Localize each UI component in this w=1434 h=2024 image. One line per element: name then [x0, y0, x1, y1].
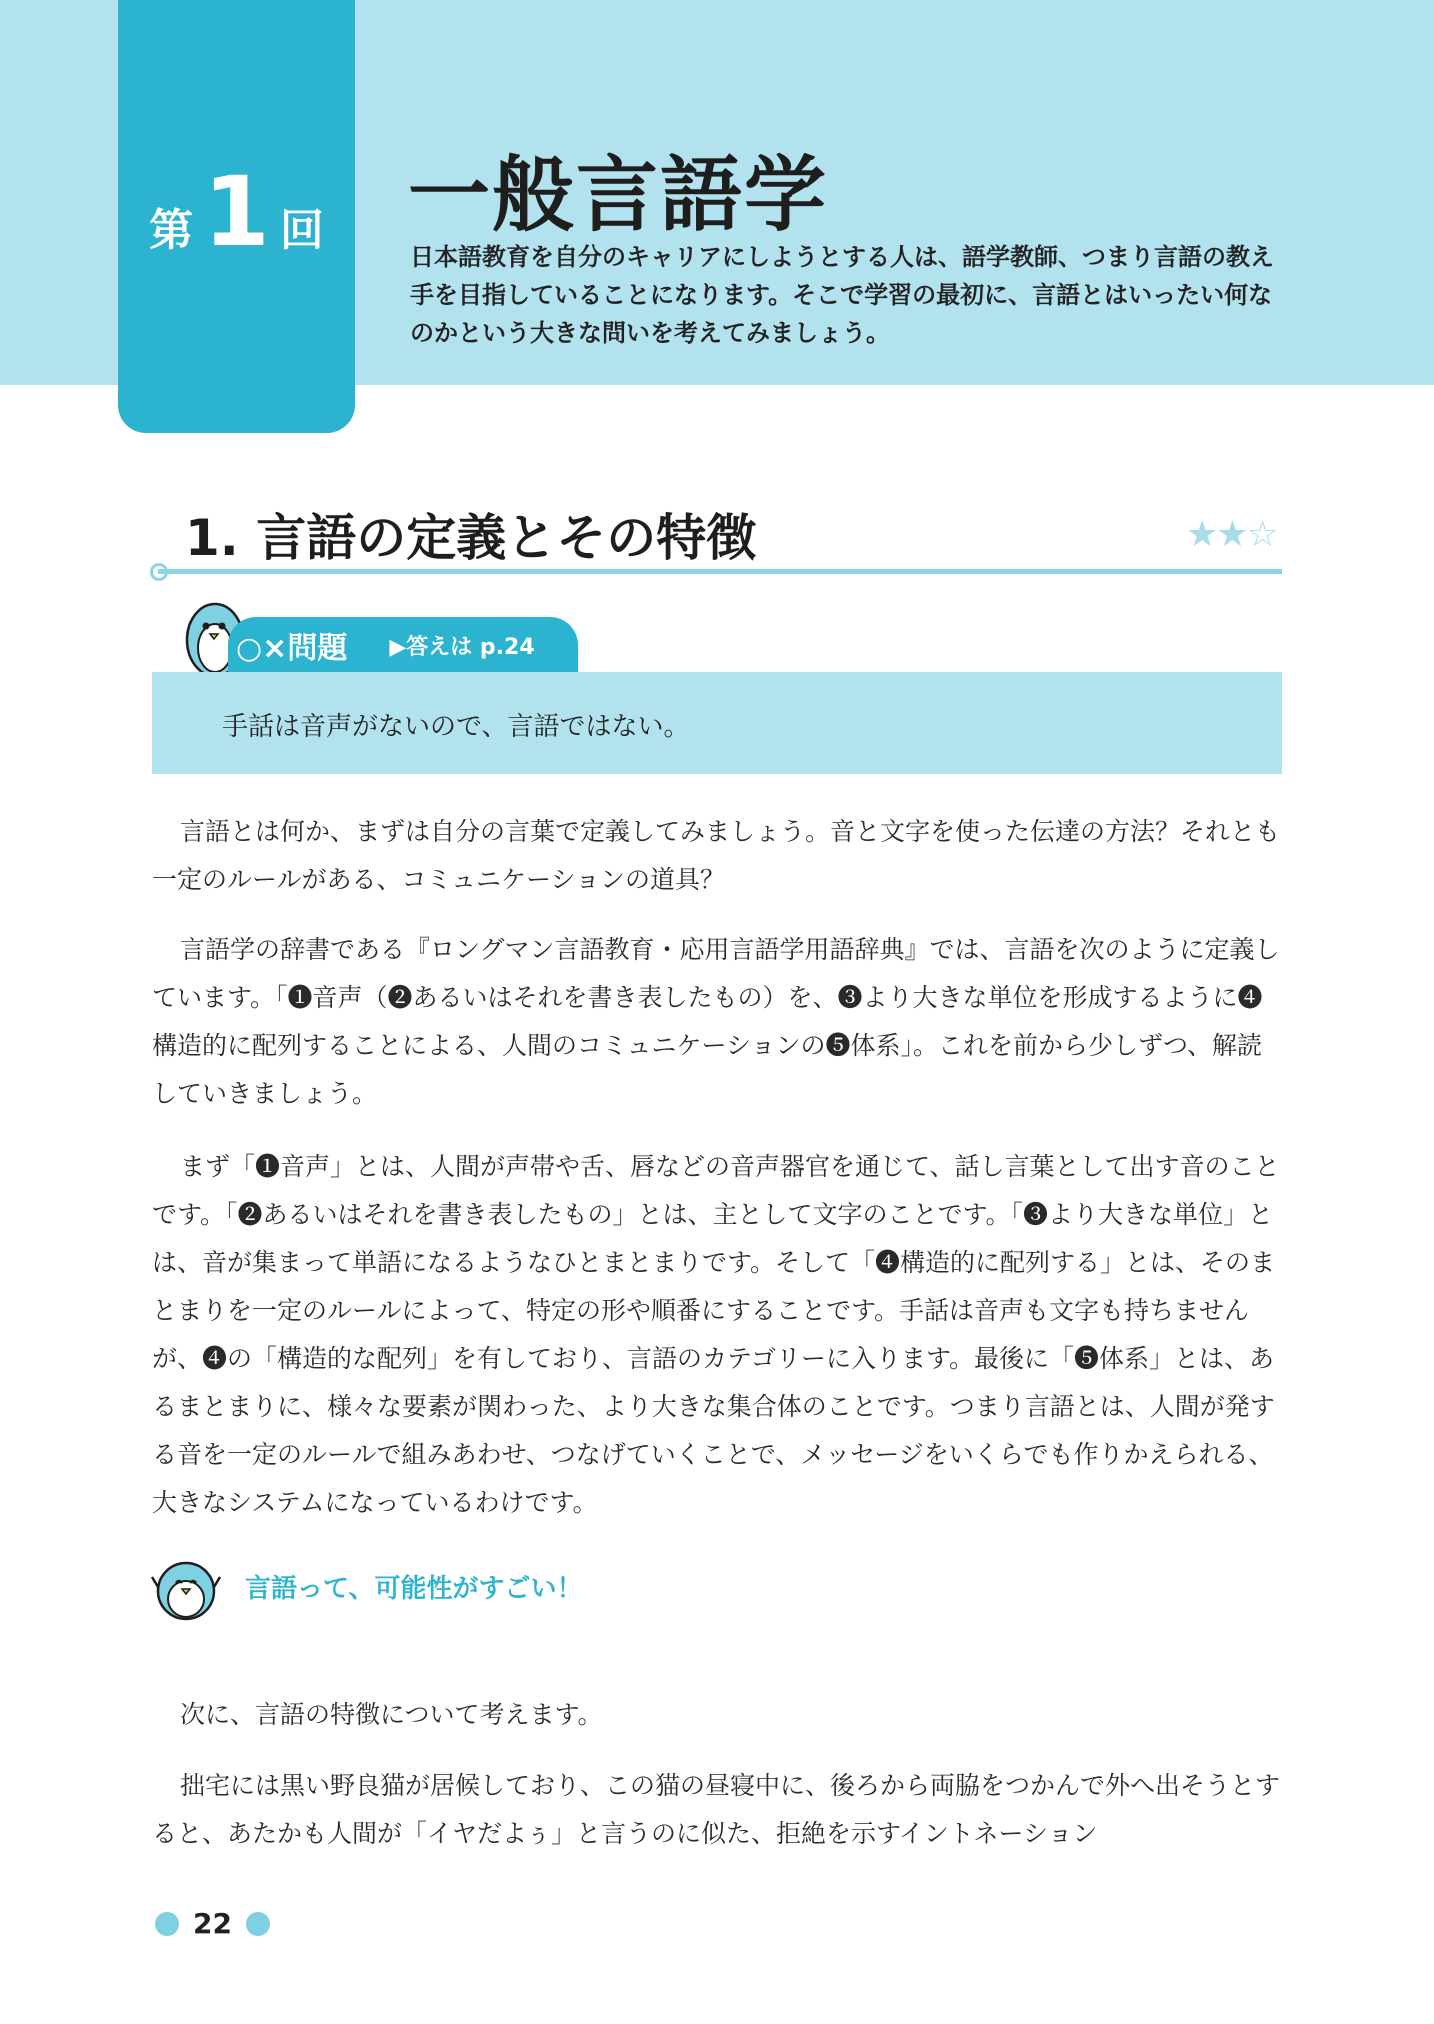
chapter-intro: 日本語教育を自分のキャリアにしようとする人は、語学教師、つまり言語の教え手を目指していることになります。そこで学習の最初に、言語とはいったい何なのかという大きな問いを考えてみましょう。	[410, 243, 1274, 347]
penguin-mascot-icon	[150, 1553, 222, 1625]
quiz-box	[152, 672, 1282, 774]
page-dot-right	[246, 1912, 270, 1936]
paragraph-1: 言語とは何か、まずは自分の言葉で定義してみましょう。音と文字を使った伝達の方法？それとも一定のルールがある、コミュニケーションの道具？	[152, 817, 1281, 894]
quiz-answer-link[interactable]: ▶答えは p.24	[389, 634, 535, 660]
difficulty-stars: ★★☆	[1186, 514, 1277, 555]
section-rule	[158, 569, 1282, 574]
quiz-tab	[228, 617, 578, 673]
section-title: 1. 言語の定義とその特徴	[185, 509, 757, 567]
chapter-tab	[118, 0, 355, 433]
paragraph-5: 拙宅には黒い野良猫が居候しており、この猫の昼寝中に、後ろから両脇をつかんで外へ出そうとすると、あたかも人間が「イヤだよぅ」と言うのに似た、拒絶を示すイントネーション	[152, 1771, 1281, 1848]
quiz-label: ○×問題	[236, 631, 348, 666]
chapter-title: 一般言語学	[408, 148, 829, 243]
quiz-question: 手話は音声がないので、言語ではない。	[222, 712, 690, 742]
page-number: 22	[193, 1907, 232, 1940]
callout-text: 言語って、可能性がすごい！	[245, 1574, 583, 1604]
page-number-footer	[155, 1907, 270, 1940]
paragraph-2: 言語学の辞書である『ロングマン言語教育・応用言語学用語辞典』では、言語を次のように定義しています。「❶音声（❷あるいはそれを書き表したもの）を、❸より大きな単位を形成するように❹構造的に配列することによる、人間のコミュニケーションの❺体系」。これを前から少しずつ、解読していきましょう。	[152, 935, 1280, 1108]
chapter-prefix: 第	[149, 204, 194, 256]
page-dot-left	[155, 1912, 179, 1936]
paragraph-3: まず「❶音声」とは、人間が声帯や舌、唇などの音声器官を通じて、話し言葉として出す音のことです。「❷あるいはそれを書き表したもの」とは、主として文字のことです。「❸より大きな単位」とは、音が集まって単語になるようなひとまとまりです。そして「❹構造的に配列する」とは、そのまとまりを一定のルールによって、特定の形や順番にすることです。手話は音声も文字も持ちませんが、❹の「構造的な配列」を有しており、言語のカテゴリーに入ります。最後に「❺体系」とは、あるまとまりに、様々な要素が関わった、より大きな集合体のことです。つまり言語とは、人間が発する音を一定のルールで組みあわせ、つなげていくことで、メッセージをいくらでも作りかえられる、大きなシステムになっているわけです。	[152, 1152, 1280, 1517]
chapter-number: 1	[203, 155, 270, 268]
chapter-suffix: 回	[279, 204, 324, 256]
paragraph-4: 次に、言語の特徴について考えます。	[180, 1700, 603, 1729]
